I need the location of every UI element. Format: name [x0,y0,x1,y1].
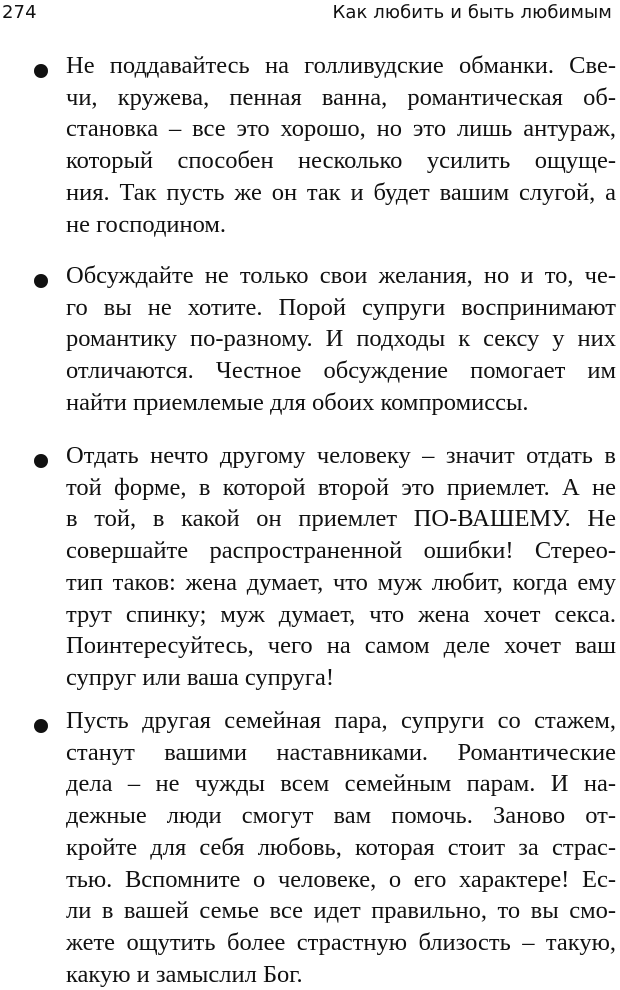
text-line: Пусть другая семейная пара, супруги со стажем, [66,707,616,734]
text-line: в той, в какой он приемлет ПО-ВАШЕМУ. Не [66,505,616,533]
text-line: какую и замыслил Бог. [66,960,303,988]
bullet-paragraph [66,440,616,694]
text-line: романтику по-разному. И подходы к сексу у них [66,325,616,353]
text-line: который способен несколько усилить ощуще- [66,147,616,175]
bullet-paragraph [66,260,616,419]
page-number: 274 [2,2,37,23]
text-line: жете ощутить более страстную близость – такую, [66,928,616,956]
text-line: дежные люди смогут вам помочь. Заново от- [66,802,616,830]
text-line: становка – все это хорошо, но это лишь антураж, [66,115,616,143]
text-line: Не поддавайтесь на голливудские обманки. Све- [66,52,616,79]
text-line: той форме, в которой второй это приемлет. А не [66,473,616,501]
text-line: станут вашими наставниками. Романтические [66,738,616,766]
text-line: супруг или ваша супруга! [66,663,334,691]
bullet-paragraph [66,705,616,990]
text-line: чи, кружева, пенная ванна, романтическая об- [66,83,616,111]
text-line: Отдать нечто другому человеку – значит отдать в [66,442,616,469]
bullet-paragraph [66,50,616,240]
text-line: ли в вашей семье все идет правильно, то вы смо- [66,897,616,925]
bullet-dot-icon [34,719,48,733]
text-line: го вы не хотите. Порой супруги воспринимают [66,293,616,321]
bullet-dot-icon [34,64,48,78]
text-line: отличаются. Честное обсуждение помогает им [66,357,616,385]
text-line: Обсуждайте не только свои желания, но и то, че- [66,262,616,289]
text-line: ния. Так пусть же он так и будет вашим слугой, а [66,178,616,206]
bullet-dot-icon [34,274,48,288]
text-line: кройте для себя любовь, которая стоит за страс- [66,833,616,861]
text-line: Поинтересуйтесь, чего на самом деле хочет ваш [66,632,616,660]
running-title: Как любить и быть любимым [332,2,612,23]
text-line: найти приемлемые для обоих компромиссы. [66,388,529,416]
text-line: трут спинку; муж думает, что жена хочет секса. [66,600,616,628]
page-header [0,2,620,32]
text-line: тью. Вспомните о человеке, о его характере! Ес- [66,865,616,893]
bullet-dot-icon [34,454,48,468]
text-line: дела – не чужды всем семейным парам. И на- [66,770,616,798]
text-line: не господином. [66,210,227,238]
text-line: тип таков: жена думает, что муж любит, когда ему [66,568,616,596]
text-line: совершайте распространенной ошибки! Стерео- [66,537,616,565]
